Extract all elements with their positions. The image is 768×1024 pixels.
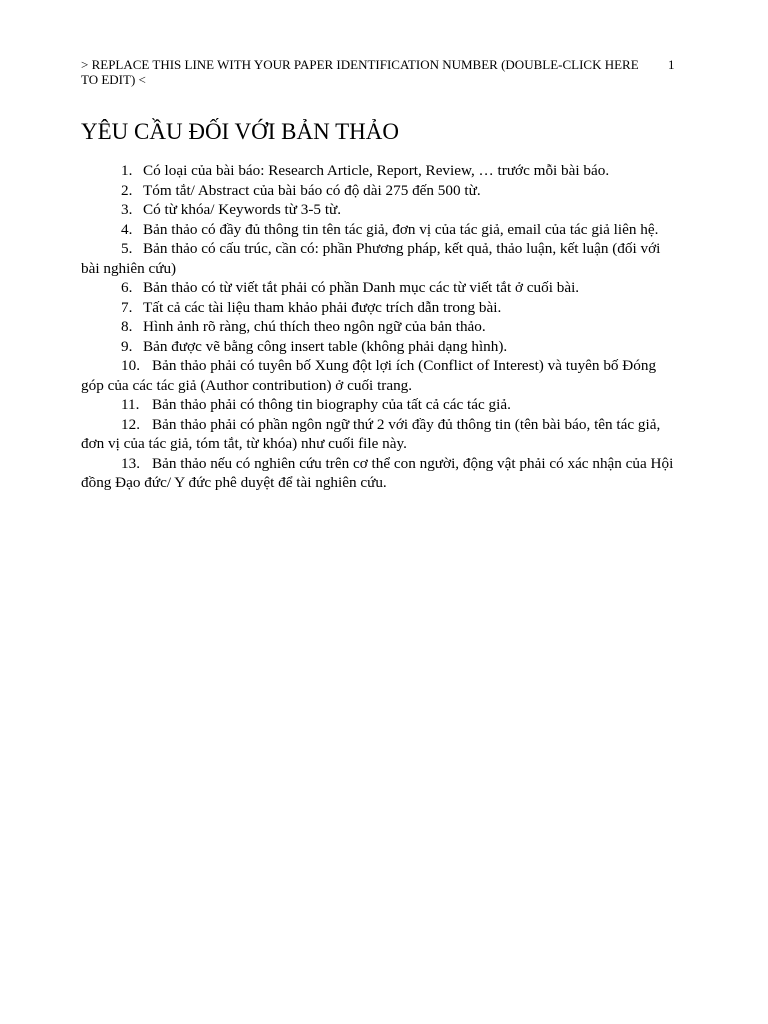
item-number: 9. <box>121 337 133 355</box>
item-number: 13. <box>121 454 140 472</box>
page-title: YÊU CẦU ĐỐI VỚI BẢN THẢO <box>81 119 399 144</box>
list-item <box>81 239 681 278</box>
requirements-list <box>81 161 681 493</box>
list-item <box>81 395 681 415</box>
list-item <box>81 278 681 298</box>
list-item <box>81 220 681 240</box>
item-number: 6. <box>121 279 133 296</box>
item-text: Hình ảnh rõ ràng, chú thích theo ngôn ngữ của bản thảo. <box>143 318 486 335</box>
item-number: 11. <box>121 396 140 413</box>
list-item <box>81 200 681 220</box>
paper-id-header[interactable]: > REPLACE THIS LINE WITH YOUR PAPER IDENTIFICATION NUMBER (DOUBLE-CLICK HERE TO EDIT) < <box>81 57 639 87</box>
item-text: Bản thảo có cấu trúc, cần có: phần Phương pháp, kết quả, thảo luận, kết luận (đối với bài nghiên cứu) <box>81 240 661 277</box>
item-text: Bản thảo có đầy đủ thông tin tên tác giả, đơn vị của tác giả, email của tác giả liên hệ. <box>143 220 659 238</box>
item-text: Bản thảo phải có tuyên bố Xung đột lợi ích (Conflict of Interest) và tuyên bố Đóng góp của các tác giả (Author contribution) ở cuối trang. <box>81 357 657 394</box>
item-number: 3. <box>121 201 133 218</box>
list-item <box>81 317 681 337</box>
page-number: 1 <box>668 57 675 72</box>
list-item <box>81 181 681 201</box>
item-text: Có loại của bài báo: Research Article, Report, Review, … trước mỗi bài báo. <box>143 162 610 179</box>
item-text: Tất cả các tài liệu tham khảo phải được trích dẫn trong bài. <box>143 298 502 316</box>
item-number: 12. <box>121 415 140 433</box>
item-number: 1. <box>121 162 133 179</box>
item-text: Bản thảo nếu có nghiên cứu trên cơ thể con người, động vật phải có xác nhận của Hội đồng Đạo đức/ Y đức phê duyệt để tài nghiên cứu. <box>81 454 674 491</box>
item-text: Bản thảo phải có phần ngôn ngữ thứ 2 với đầy đủ thông tin (tên bài báo, tên tác giả, đơn vị của tác giả, tóm tắt, từ khóa) như cuối file này. <box>81 415 661 452</box>
item-number: 8. <box>121 318 133 335</box>
item-text: Bản thảo phải có thông tin biography của tất cả các tác giả. <box>152 396 511 413</box>
list-item <box>81 337 681 357</box>
item-text: Bản được vẽ bằng công insert table (không phải dạng hình). <box>143 337 508 355</box>
list-item <box>81 161 681 181</box>
list-item <box>81 356 681 395</box>
list-item <box>81 415 681 454</box>
item-number: 10. <box>121 357 140 374</box>
item-number: 4. <box>121 220 133 238</box>
item-number: 5. <box>121 240 133 257</box>
list-item <box>81 454 681 493</box>
item-number: 2. <box>121 181 133 199</box>
item-text: Có từ khóa/ Keywords từ 3-5 từ. <box>143 201 342 218</box>
item-text: Tóm tắt/ Abstract của bài báo có độ dài 275 đến 500 từ. <box>143 181 481 199</box>
list-item <box>81 298 681 318</box>
item-text: Bản thảo có từ viết tắt phải có phần Danh mục các từ viết tắt ở cuối bài. <box>143 279 580 296</box>
item-number: 7. <box>121 298 133 316</box>
